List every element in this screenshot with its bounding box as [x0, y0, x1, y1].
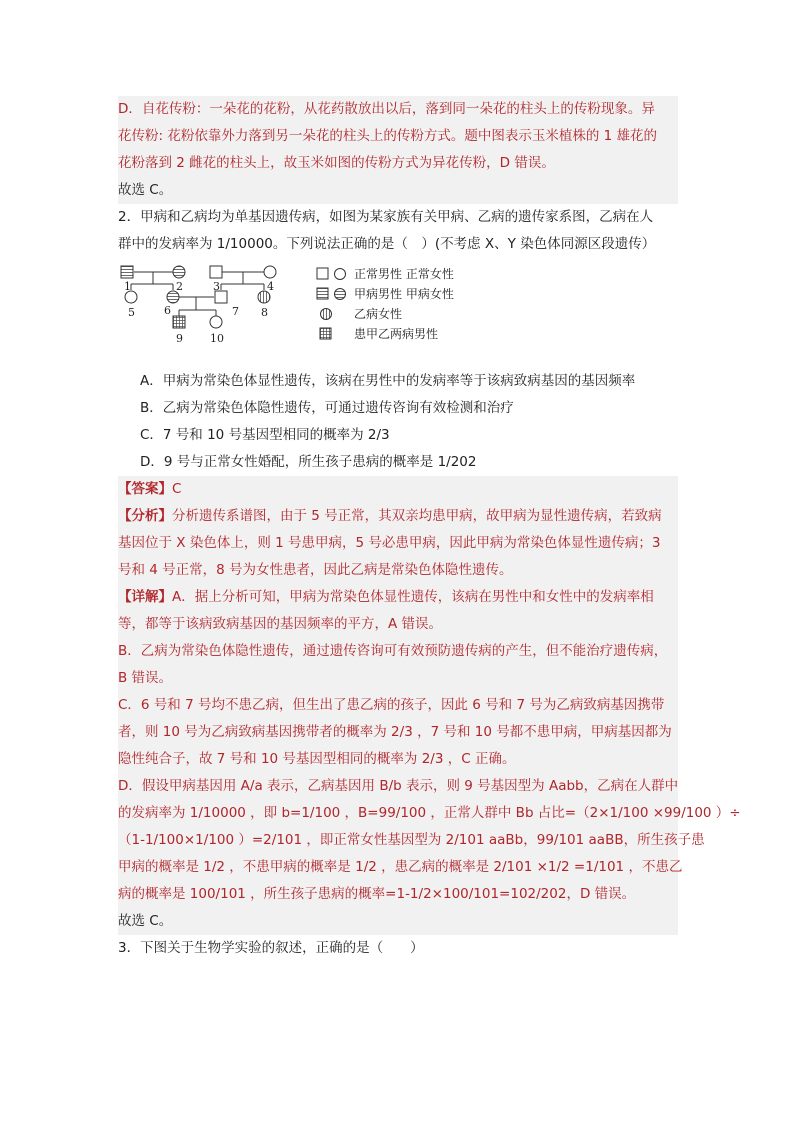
legend-label: 甲病男性 甲病女性: [354, 287, 454, 301]
option-b: B．乙病为常染色体隐性遗传，可通过遗传咨询有效检测和治疗: [140, 400, 514, 416]
pedigree-number: 5: [128, 306, 135, 319]
option-c: C．7 号和 10 号基因型相同的概率为 2/3: [140, 427, 390, 443]
document-content: [118, 96, 741, 962]
answer-line: [118, 476, 678, 503]
question-stem-line: 2．甲病和乙病均为单基因遗传病，如图为某家族有关甲病、乙病的遗传家系图，乙病在人: [118, 209, 654, 225]
pedigree-individual-3: [210, 266, 222, 278]
detail-line: 的发病率为 1/10000 ，即 b=1/100 ，B=99/100 ，正常人群中 Bb 占比=（2×1/100 ×99/100 ）÷: [118, 805, 741, 821]
detail-text: A．据上分析可知，甲病为常染色体显性遗传，该病在男性中和女性中的发病率相: [172, 589, 654, 605]
legend-row-both-male: [316, 324, 536, 344]
analysis-line: 基因位于 X 染色体上，则 1 号患甲病，5 号必患甲病，因此甲病为常染色体显性遗传病；3: [118, 535, 661, 551]
pedigree-individual-1: [121, 266, 133, 278]
legend-label: 正常男性 正常女性: [354, 267, 454, 281]
pedigree-legend: [316, 264, 536, 344]
pedigree-number: 9: [176, 332, 183, 345]
option-a: A．甲病为常染色体显性遗传，该病在男性中的发病率等于该病致病基因的基因频率: [140, 373, 636, 389]
pedigree-individual-9: [173, 316, 185, 328]
legend-row-disease-a: [316, 284, 536, 304]
analysis-line: [118, 503, 678, 530]
disease-b-female-icon: [316, 307, 348, 321]
legend-row-disease-b-female: [316, 304, 536, 324]
detail-line: 隐性纯合子，故 7 号和 10 号基因型相同的概率为 2/3 ，C 正确。: [118, 751, 516, 767]
solution-line: D．自花传粉：一朵花的花粉，从花药散放出以后，落到同一朵花的柱头上的传粉现象。异: [118, 101, 655, 117]
choose-answer-line: 故选 C。: [118, 913, 173, 929]
solution-block: [118, 476, 741, 935]
solution-line: 花传粉: 花粉依靠外力落到另一朵花的柱头上的传粉方式。题中图表示玉米植株的 1 雄花的: [118, 128, 658, 144]
detail-line: （1-1/100×1/100 ）=2/101 ，即正常女性基因型为 2/101 aaBb，99/101 aaBB，所生孩子患: [118, 832, 705, 848]
pedigree-number: 3: [213, 280, 220, 293]
pedigree-individual-4: [264, 266, 276, 278]
pedigree-individual-2: [173, 266, 185, 278]
pedigree-chart: [118, 262, 308, 362]
question-stem-line: 群中的发病率为 1/10000。下列说法正确的是（ ）(不考虑 X、Y 染色体同源区段遗传）: [118, 236, 656, 252]
detail-line: D．假设甲病基因用 A/a 表示，乙病基因用 B/b 表示，则 9 号基因型为 Aabb，乙病在人群中: [118, 778, 679, 794]
answer-tag: 【答案】: [118, 481, 172, 497]
analysis-line: 号和 4 号正常，8 号为女性患者，因此乙病是常染色体隐性遗传。: [118, 562, 513, 578]
pedigree-number: 2: [176, 280, 183, 293]
detail-line: 者，则 10 号为乙病致病基因携带者的概率为 2/3 ，7 号和 10 号都不患甲病，甲病基因都为: [118, 724, 672, 740]
disease-a-symbols-icon: [316, 287, 348, 301]
analysis-text: 分析遗传系谱图，由于 5 号正常，其双亲均患甲病，故甲病为显性遗传病，若致病: [172, 508, 662, 524]
pedigree-number: 6: [164, 304, 171, 317]
detail-line: C．6 号和 7 号均不患乙病，但生出了患乙病的孩子，因此 6 号和 7 号为乙病致病基因携带: [118, 697, 665, 713]
both-diseases-male-icon: [316, 327, 348, 341]
solution-line: 花粉落到 2 雌花的柱头上，故玉米如图的传粉方式为异花传粉，D 错误。: [118, 155, 555, 171]
pedigree-number: 8: [261, 306, 268, 319]
detail-tag: 【详解】: [118, 589, 172, 605]
pedigree-number: 1: [124, 280, 131, 293]
choose-answer-line: 故选 C。: [118, 182, 173, 198]
option-d: D．9 号与正常女性婚配，所生孩子患病的概率是 1/202: [140, 454, 477, 470]
legend-label: 患甲乙两病男性: [354, 327, 439, 341]
detail-line: B．乙病为常染色体隐性遗传，通过遗传咨询可有效预防遗传病的产生，但不能治疗遗传病，: [118, 643, 668, 659]
legend-label: 乙病女性: [354, 307, 403, 321]
detail-line: 病的概率是 100/101 ，所生孩子患病的概率=1-1/2×100/101=102/202，D 错误。: [118, 886, 636, 902]
pedigree-number: 10: [210, 332, 224, 345]
pedigree-number: 4: [267, 280, 274, 293]
detail-line: B 错误。: [118, 670, 173, 686]
detail-line: [118, 584, 678, 611]
pedigree-figure: [118, 262, 678, 362]
analysis-tag: 【分析】: [118, 508, 172, 524]
pedigree-individual-10: [210, 316, 222, 328]
previous-solution-block: [118, 96, 678, 204]
detail-line: 甲病的概率是 1/2 ，不患甲病的概率是 1/2 ，患乙病的概率是 2/101 ×1/2 =1/101 ，不患乙: [118, 859, 683, 875]
legend-row-normal: [316, 264, 536, 284]
normal-symbols-icon: [316, 267, 348, 281]
answer-value: C: [172, 481, 182, 497]
pedigree-number: 7: [232, 305, 239, 318]
question-3-stem: 3．下图关于生物学实验的叙述，正确的是（ ）: [118, 940, 424, 956]
detail-line: 等，都等于该病致病基因的基因频率的平方，A 错误。: [118, 616, 443, 632]
